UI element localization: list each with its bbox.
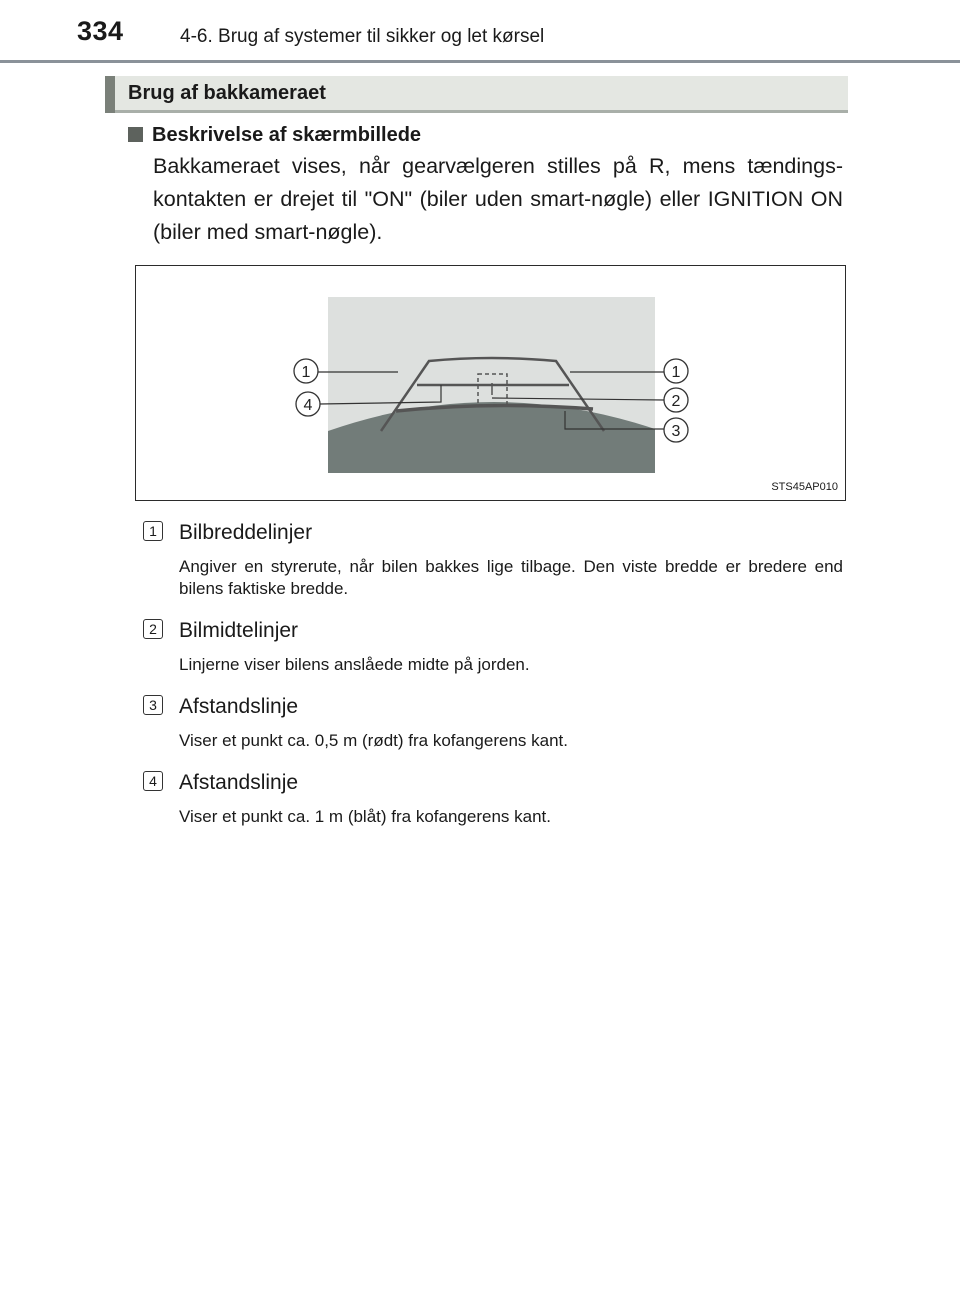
callout-label: 4 [303, 397, 313, 414]
list-item [143, 518, 843, 600]
callout-4 [296, 392, 320, 416]
camera-screen-illustration [136, 266, 845, 500]
item-description: Linjerne viser bilens anslåede midte på jorden. [179, 655, 530, 674]
callout-3 [664, 418, 688, 442]
item-description: Viser et punkt ca. 1 m (blåt) fra kofangerens kant. [179, 807, 551, 826]
camera-screen-figure [135, 265, 846, 501]
page-header [0, 0, 960, 62]
section-title: Brug af bakkameraet [128, 82, 326, 104]
chapter-title: 4-6. Brug af systemer til sikker og let kørsel [180, 26, 545, 47]
list-item [143, 616, 843, 676]
callout-label: 3 [671, 423, 681, 440]
item-description: Angiver en styrerute, når bilen bakkes lige tilbage. Den viste bredde er bredere end bilens faktiske bredde. [179, 557, 843, 598]
item-number-badge: 4 [143, 771, 163, 791]
body-paragraph: Bakkameraet vises, når gearvælgeren stilles på R, mens tændingskontakten er drejet til "ON" (biler uden smart-nøgle) eller IGNITION ON (biler med smart-nøgle). [153, 154, 843, 244]
subsection-title: Beskrivelse af skærmbillede [152, 124, 422, 146]
item-number-badge: 2 [143, 619, 163, 639]
subsection-heading [128, 124, 421, 147]
square-bullet-icon [128, 127, 143, 142]
callout-1-left [294, 359, 318, 383]
item-title: Bilbreddelinjer [179, 521, 313, 544]
item-title: Afstandslinje [179, 771, 299, 794]
item-number-badge: 3 [143, 695, 163, 715]
item-number-badge: 1 [143, 521, 163, 541]
list-item [143, 692, 843, 752]
item-title: Afstandslinje [179, 695, 299, 718]
item-list [143, 518, 843, 844]
header-rule [0, 60, 960, 63]
list-item [143, 768, 843, 828]
callout-label: 1 [671, 364, 681, 381]
item-description: Viser et punkt ca. 0,5 m (rødt) fra kofangerens kant. [179, 731, 568, 750]
item-title: Bilmidtelinjer [179, 619, 299, 642]
callout-1-right [664, 359, 688, 383]
figure-code: STS45AP010 [771, 481, 838, 493]
section-heading-bar [105, 76, 115, 113]
callout-label: 2 [671, 393, 681, 410]
callout-2 [664, 388, 688, 412]
callout-label: 1 [301, 364, 311, 381]
page-number: 334 [77, 16, 124, 46]
section-heading-box [105, 76, 848, 113]
